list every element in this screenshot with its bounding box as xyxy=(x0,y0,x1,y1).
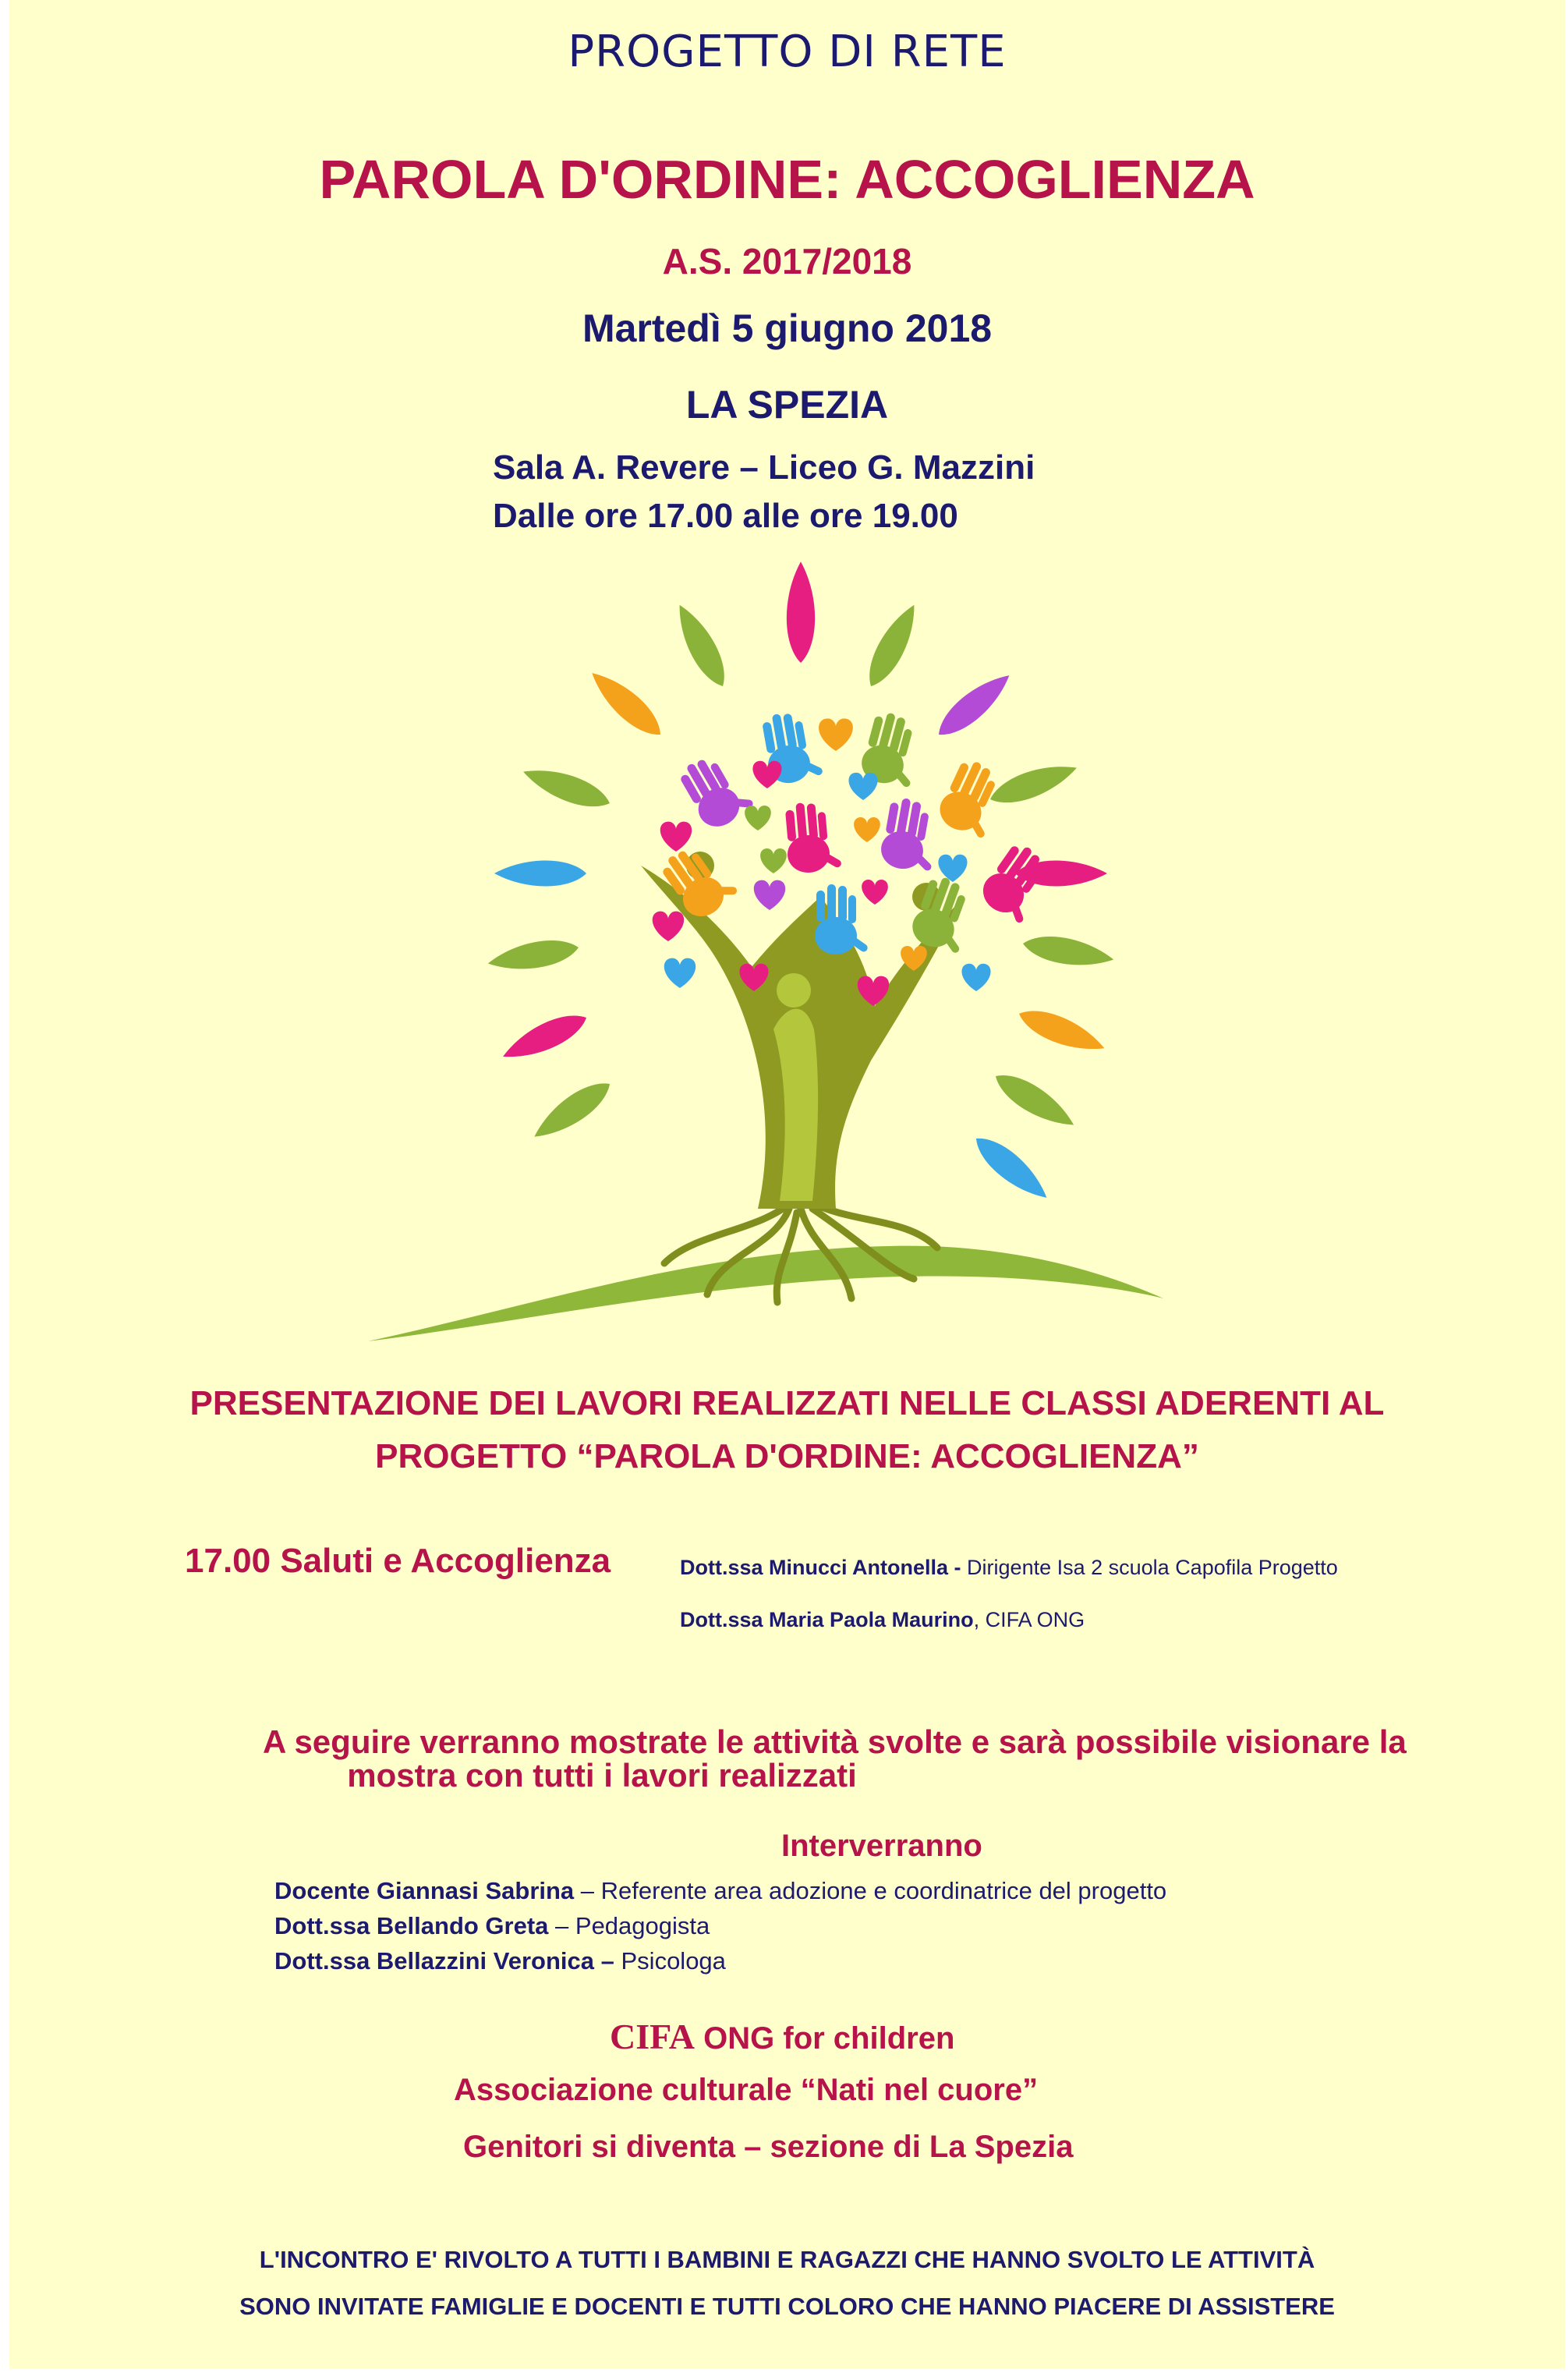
cifa-partner xyxy=(610,2016,954,2057)
event-hours: Dalle ore 17.00 alle ore 19.00 xyxy=(493,497,958,535)
welcome-time-label: 17.00 Saluti e Accoglienza xyxy=(185,1542,611,1580)
speaker-role: Psicologa xyxy=(614,1947,726,1974)
association-partner: Associazione culturale “Nati nel cuore” xyxy=(454,2073,1039,2107)
follow-up-line-1: A seguire verranno mostrate le attività svolte e sarà possibile visionare la xyxy=(263,1723,1407,1760)
welcome-speaker-1 xyxy=(680,1556,1338,1580)
speaker-name: Docente Giannasi Sabrina xyxy=(274,1877,575,1904)
poster-title: PAROLA D'ORDINE: ACCOGLIENZA xyxy=(319,149,1255,210)
speaker-role: – Pedagogista xyxy=(548,1912,710,1939)
intervention-speaker-row xyxy=(274,1877,1166,1905)
cifa-brand: CIFA xyxy=(610,2017,696,2056)
ground-swoosh xyxy=(368,1246,1163,1341)
speaker-role: – Referente area adozione e coordinatrice del progetto xyxy=(574,1877,1167,1904)
speaker-name: Dott.ssa Minucci Antonella - xyxy=(680,1556,961,1579)
project-kicker: PROGETTO DI RETE xyxy=(568,27,1007,77)
interventions-heading: Interverranno xyxy=(781,1829,982,1863)
welcome-speaker-2 xyxy=(680,1608,1085,1632)
parents-partner: Genitori si diventa – sezione di La Spezia xyxy=(463,2130,1074,2164)
speaker-name: Dott.ssa Maria Paola Maurino xyxy=(680,1608,974,1631)
intervention-speaker-row xyxy=(274,1912,710,1940)
speaker-name: Dott.ssa Bellando Greta xyxy=(274,1912,549,1939)
cifa-tagline: ONG for children xyxy=(695,2021,955,2056)
footer-line-1: L'INCONTRO E' RIVOLTO A TUTTI I BAMBINI E RAGAZZI CHE HANNO SVOLTO LE ATTIVITÀ xyxy=(259,2246,1315,2273)
tree-of-hands-icon xyxy=(352,530,1249,1357)
event-city: LA SPEZIA xyxy=(685,383,889,427)
presentation-line-1: PRESENTAZIONE DEI LAVORI REALIZZATI NELLE CLASSI ADERENTI AL xyxy=(189,1384,1385,1422)
speaker-role: , CIFA ONG xyxy=(973,1608,1085,1631)
speaker-role: Dirigente Isa 2 scuola Capofila Progetto xyxy=(961,1556,1338,1579)
follow-up-line-2: mostra con tutti i lavori realizzati xyxy=(347,1757,857,1794)
event-poster xyxy=(9,0,1565,2369)
event-venue: Sala A. Revere – Liceo G. Mazzini xyxy=(493,448,1035,487)
footer-line-2: SONO INVITATE FAMIGLIE E DOCENTI E TUTTI COLORO CHE HANNO PIACERE DI ASSISTERE xyxy=(239,2293,1335,2320)
event-date: Martedì 5 giugno 2018 xyxy=(582,306,993,350)
school-year: A.S. 2017/2018 xyxy=(662,241,912,282)
intervention-speaker-row xyxy=(274,1947,726,1975)
presentation-line-2: PROGETTO “PAROLA D'ORDINE: ACCOGLIENZA” xyxy=(375,1437,1199,1475)
speaker-name: Dott.ssa Bellazzini Veronica – xyxy=(274,1947,614,1974)
